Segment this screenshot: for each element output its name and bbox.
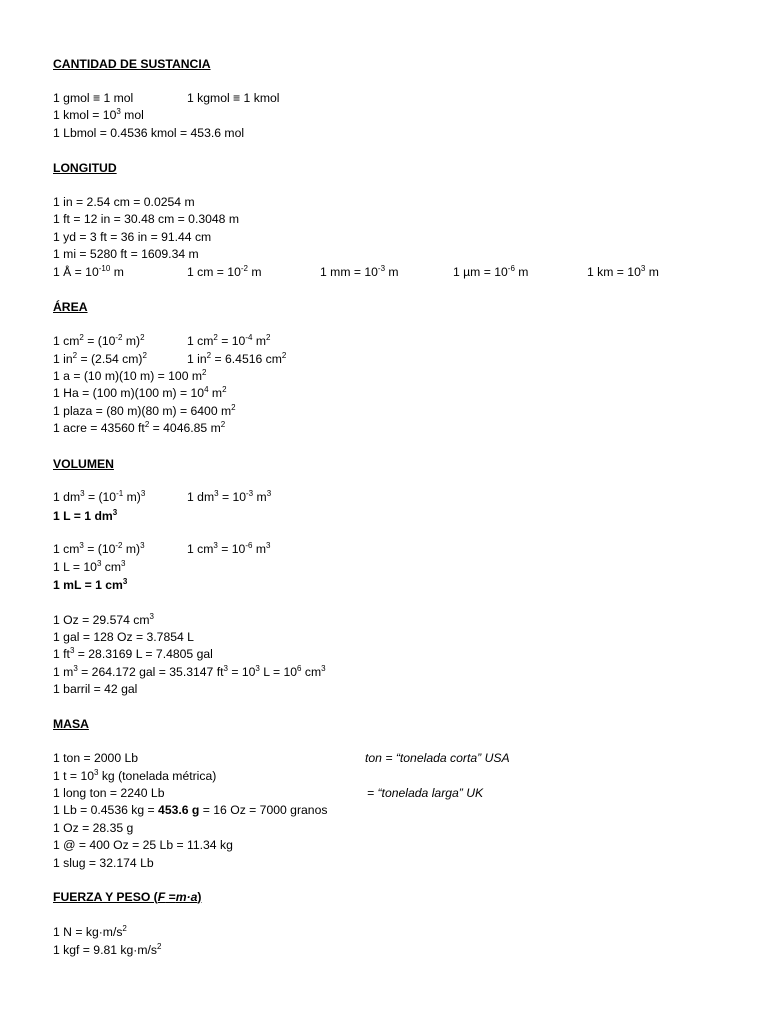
eq-lbmol: 1 Lbmol = 0.4536 kmol = 453.6 mol (53, 126, 245, 140)
eq-dm3-b: 1 $dm^3 = 10^{-3}$ $m^3$ (187, 489, 272, 504)
eq-m3: 1 $m^3 = 264.172$ gal = 35.3147 $ft^3 = 10^3$ $L = 10^6$ $cm^3$ (53, 664, 326, 679)
eq-cm2-b: 1 $cm^2 = 10^{-4}$ $m^2$ (187, 333, 271, 348)
eq-long-ton: 1 long ton = 2240 Lb (53, 786, 165, 800)
eq-newton: 1 $N = kg\cdot m/s^2$ (53, 924, 127, 939)
eq-litro-dm3: 1 L = 1 $dm^3$ (53, 508, 118, 523)
heading-area: ÁREA (53, 300, 88, 314)
heading-longitud: LONGITUD (53, 161, 117, 175)
eq-cm3-a: 1 $cm^3 = (10^{-2}$ m)$^3$ (53, 541, 145, 556)
eq-cm: 1 cm = $10^{-2}$ m (187, 264, 262, 279)
eq-onza: 1 Oz = 28.35 g (53, 821, 134, 835)
eq-kgmol: 1 kgmol ≡ 1 kmol (187, 91, 280, 105)
eq-hectarea: 1 Ha = (100 m)(100 $m) = 10^4$ $m^2$ (53, 385, 227, 400)
eq-mm: 1 mm = $10^{-3}$ m (320, 264, 399, 279)
eq-are: 1 a = (10 m)(10 m) = 100 $m^2$ (53, 368, 207, 383)
note-tonelada-larga: = “tonelada larga” UK (367, 786, 484, 800)
eq-cm2-a: 1 $cm^2 = (10^{-2}$ m)$^2$ (53, 333, 145, 348)
eq-angstrom: 1 Å = $10^{-10}$ m (53, 264, 124, 279)
eq-mililitro: 1 mL = 1 $cm^3$ (53, 577, 128, 592)
eq-um: 1 $\mu m = 10^{-6}$ m (453, 264, 529, 279)
eq-ton: 1 ton = 2000 Lb (53, 751, 139, 765)
eq-arroba: 1 @ = 400 Oz = 25 Lb = 11.34 kg (53, 838, 233, 852)
eq-kgf: 1 kgf = 9.81 $kg\cdot m/s^2$ (53, 942, 162, 957)
eq-kmol: 1 kmol = $10^3$ mol (53, 107, 144, 122)
heading-fuerza-y-peso: FUERZA Y PESO (F =m·a) (53, 890, 202, 904)
eq-inch: 1 in = 2.54 cm = 0.0254 m (53, 195, 195, 209)
eq-ft3: 1 $ft^3 = 28.3169$ L = 7.4805 gal (53, 646, 213, 661)
eq-km: 1 km = $10^3$ m (587, 264, 659, 279)
eq-barril: 1 barril = 42 gal (53, 682, 138, 696)
eq-galon: 1 gal = 128 Oz = 3.7854 L (53, 630, 194, 644)
eq-ft: 1 ft = 12 in = 30.48 cm = 0.3048 m (53, 212, 239, 226)
heading-cantidad-de-sustancia: CANTIDAD DE SUSTANCIA (53, 57, 211, 71)
eq-plaza: 1 plaza = (80 m)(80 m) = 6400 $m^2$ (53, 403, 236, 418)
eq-mi: 1 mi = 5280 ft = 1609.34 m (53, 247, 199, 261)
eq-slug: 1 slug = 32.174 Lb (53, 856, 154, 870)
eq-tonelada-metrica: 1 $t = 10^3$ kg (tonelada métrica) (53, 768, 217, 783)
heading-volumen: VOLUMEN (53, 457, 114, 471)
eq-cm3-b: 1 $cm^3 = 10^{-6}$ $m^3$ (187, 541, 271, 556)
eq-onza-fluida: 1 Oz = 29.574 $cm^3$ (53, 612, 154, 627)
eq-acre: 1 acre = 43560 $ft^2 = 4046.85$ $m^2$ (53, 420, 226, 435)
eq-litro-cm3: 1 $L = 10^3$ $cm^3$ (53, 559, 126, 574)
eq-in2-b: 1 $in^2 = 6.4516$ $cm^2$ (187, 351, 287, 366)
eq-libra: 1 Lb = 0.4536 kg = 453.6 g = 16 Oz = 7000 granos (53, 803, 328, 817)
note-tonelada-corta: ton = “tonelada corta” USA (365, 751, 510, 765)
eq-in2-a: 1 $in^2 = (2.54$ cm)$^2$ (53, 351, 147, 366)
eq-yd: 1 yd = 3 ft = 36 in = 91.44 cm (53, 230, 212, 244)
heading-masa: MASA (53, 717, 89, 731)
eq-dm3-a: 1 $dm^3 = (10^{-1}$ m)$^3$ (53, 489, 146, 504)
eq-gmol: 1 gmol ≡ 1 mol (53, 91, 134, 105)
